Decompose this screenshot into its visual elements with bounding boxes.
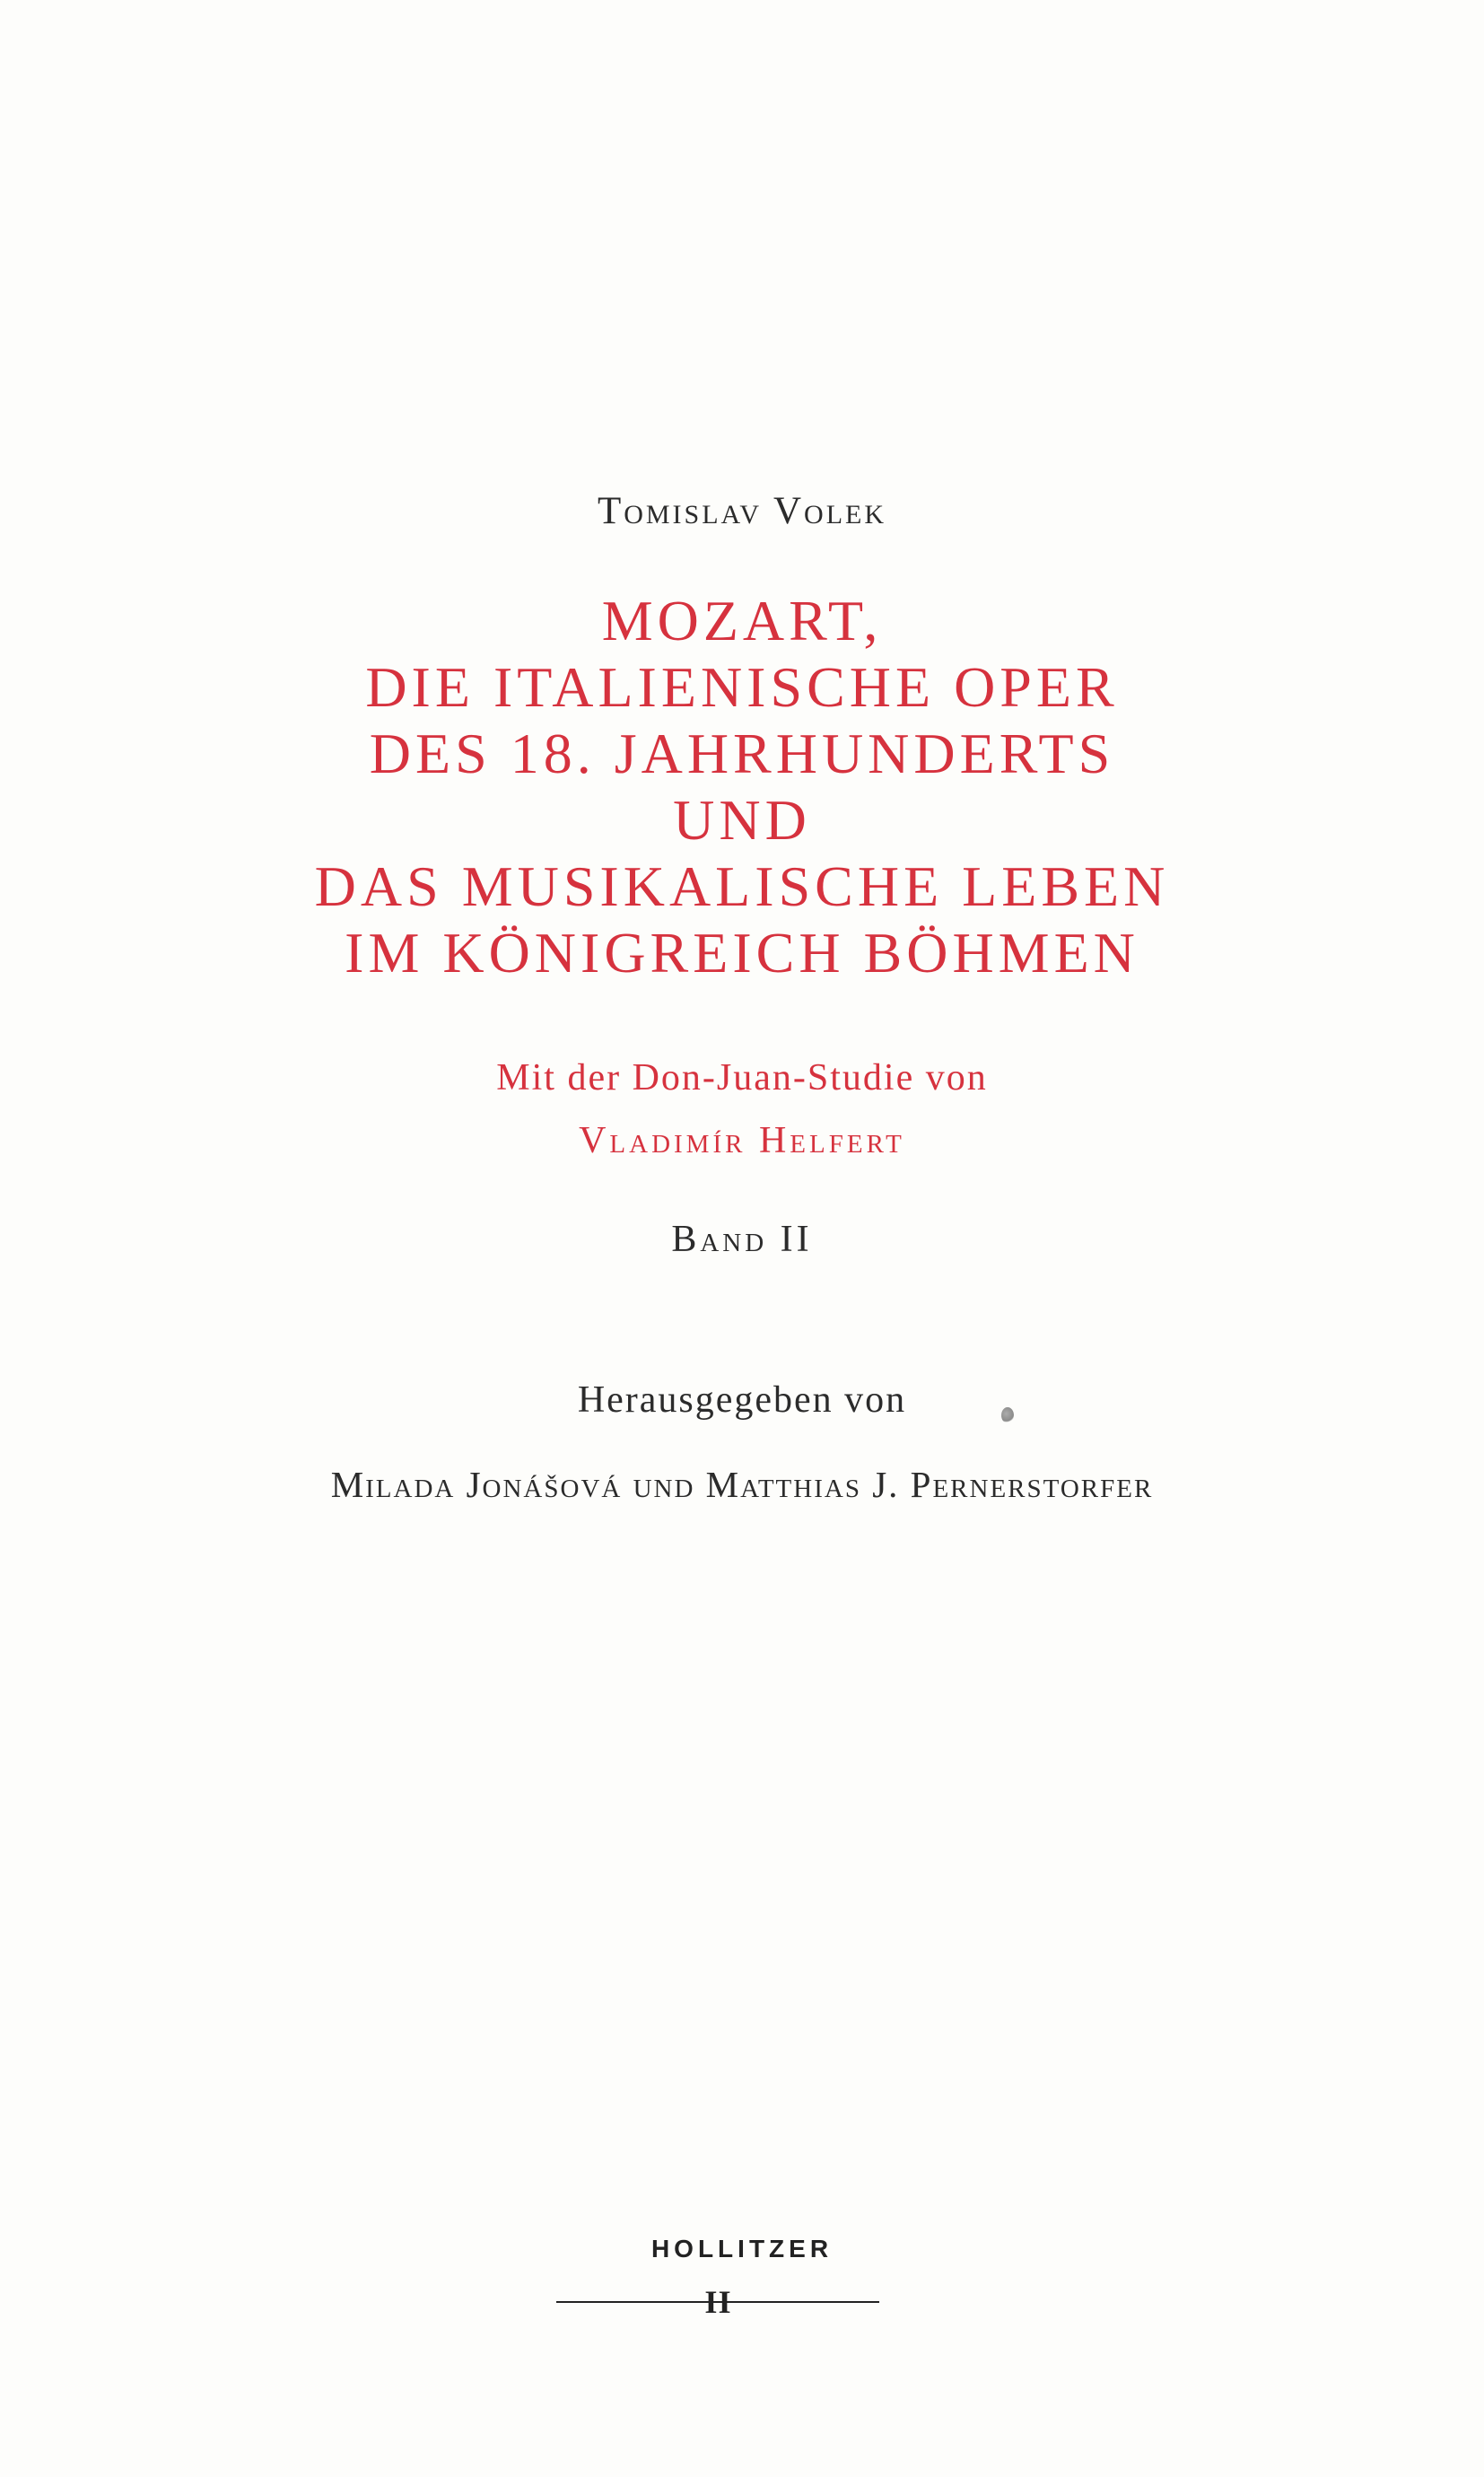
publisher-name: HOLLITZER <box>650 2235 834 2263</box>
subtitle-author: Vladimír Helfert <box>579 1120 905 1161</box>
title-line: IM KÖNIGREICH BÖHMEN <box>345 921 1139 985</box>
title-line: DES 18. JAHRHUNDERTS <box>369 722 1115 785</box>
edited-by-label: Herausgegeben von <box>577 1379 907 1421</box>
volume-label: Band II <box>671 1219 813 1260</box>
title-line: UND <box>673 788 811 852</box>
book-title <box>0 588 1484 986</box>
editors-names: Milada Jonášová und Matthias J. Pernerstorfer <box>330 1464 1154 1505</box>
publisher-logo-icon <box>556 2284 879 2320</box>
title-line: MOZART, <box>601 589 883 652</box>
title-line: DIE ITALIENISCHE OPER <box>365 655 1119 719</box>
subtitle: Mit der Don-Juan-Studie von <box>496 1057 988 1098</box>
publisher-logo-letter: H <box>704 2284 731 2320</box>
author-name: Tomislav Volek <box>597 490 887 532</box>
paper-speck <box>1001 1407 1014 1423</box>
title-line: DAS MUSIKALISCHE LEBEN <box>314 854 1170 918</box>
